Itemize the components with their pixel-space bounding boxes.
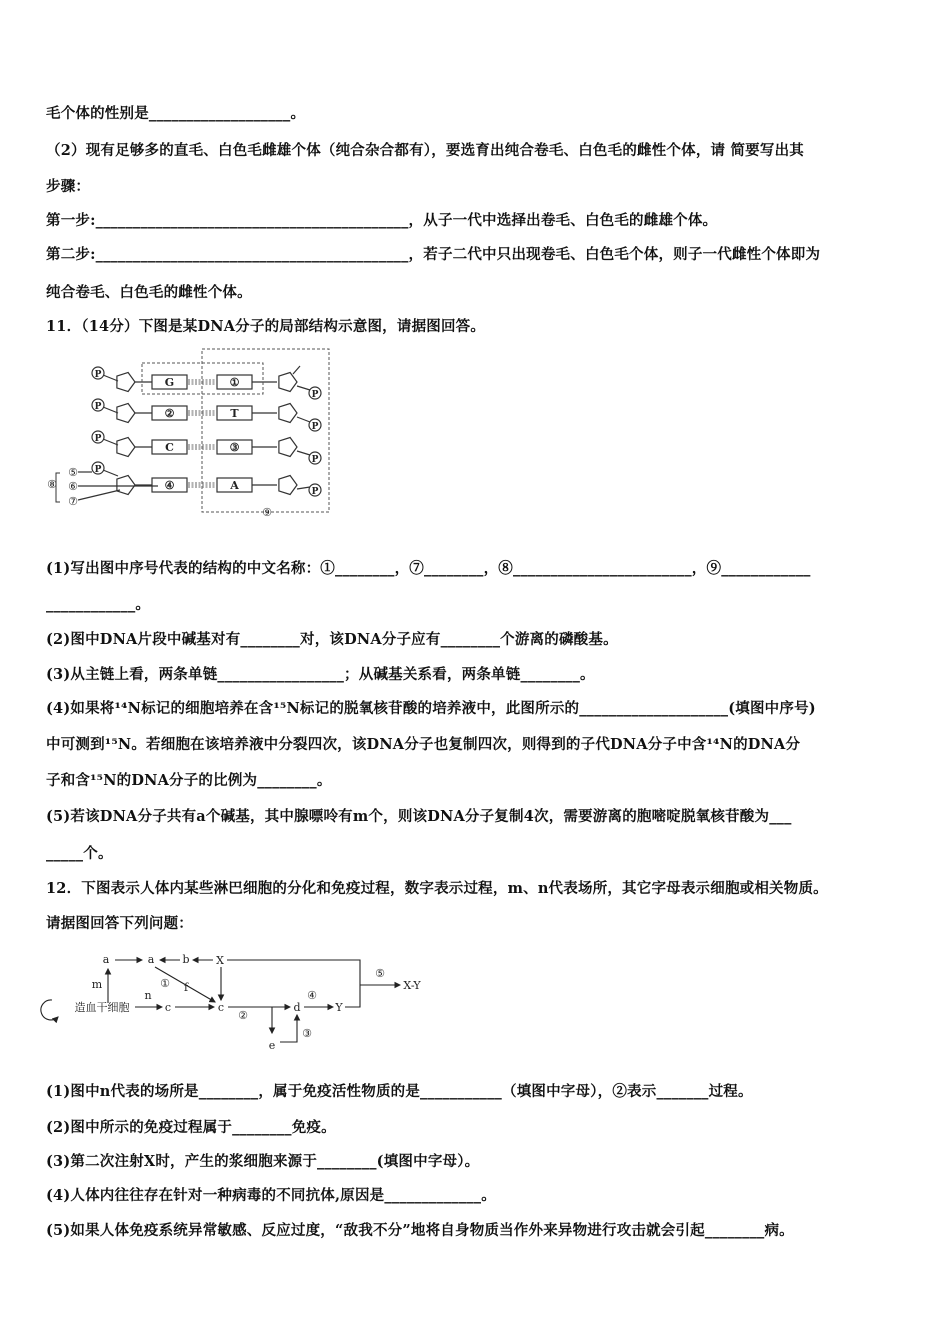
label-e: e (268, 1039, 276, 1052)
label-c2: c (217, 1001, 225, 1014)
phosphate-label: P (311, 422, 319, 432)
base-label: C (165, 441, 174, 454)
label-a2: a (147, 953, 155, 966)
label-X: X (216, 954, 224, 967)
label-six: ⑥ (68, 480, 78, 493)
base-label: A (230, 479, 239, 492)
text-line: 子和含¹⁵N的DNA分子的比例为________。 (46, 772, 332, 789)
text-line: _____个。 (46, 845, 113, 862)
label-step1: ① (160, 977, 170, 990)
label-m: m (91, 978, 103, 991)
deoxyribose-left (117, 476, 135, 495)
text-line: 请据图回答下列问题： (46, 915, 193, 932)
phosphate-label: P (94, 370, 102, 380)
text-line: (1)图中n代表的场所是________，属于免疫活性物质的是___________（填图中字母），②表示_______过程。 (46, 1083, 753, 1100)
base-label: ② (164, 407, 175, 420)
text-line: 纯合卷毛、白色毛的雌性个体。 (46, 284, 252, 301)
phosphate-label: P (94, 402, 102, 412)
label-five: ⑤ (68, 466, 78, 479)
label-step3: ③ (302, 1027, 312, 1040)
phosphate-label: P (311, 390, 319, 400)
base-label: ④ (164, 479, 175, 492)
base-label: T (230, 407, 239, 420)
deoxyribose-right (279, 438, 297, 457)
text-line: 中可测到¹⁵N。若细胞在该培养液中分裂四次，该DNA分子也复制四次，则得到的子代DNA分子中含¹⁴N的DNA分 (46, 736, 801, 753)
label-a1: a (102, 953, 110, 966)
deoxyribose-right (279, 373, 297, 392)
text-line: (1)写出图中序号代表的结构的中文名称：①________，⑦________，⑧________________________，⑨____________ (46, 560, 811, 577)
deoxyribose-left (117, 438, 135, 457)
text-line: (4)人体内往往存在针对一种病毒的不同抗体,原因是_____________。 (46, 1187, 496, 1204)
immune-process-diagram (40, 945, 440, 1055)
text-line: 第二步:__________________________________________，若子二代中只出现卷毛、白色毛个体，则子一代雌性个体即为 (46, 246, 821, 263)
label-Y: Y (335, 1001, 343, 1014)
text-line: 步骤： (46, 178, 91, 195)
text-line: (5)若该DNA分子共有a个碱基，其中腺嘌呤有m个，则该DNA分子复制4次，需要游离的胞嘧啶脱氧核苷酸为___ (46, 808, 792, 825)
label-f: f (183, 981, 189, 994)
bond (297, 487, 310, 489)
label-c1: c (164, 1001, 172, 1014)
text-line: ____________。 (46, 596, 151, 613)
text-line: (3)从主链上看，两条单链_________________；从碱基关系看，两条单链________。 (46, 666, 595, 683)
text-line: (2)图中DNA片段中碱基对有________对，该DNA分子应有________个游离的磷酸基。 (46, 631, 618, 648)
bond (297, 451, 310, 455)
text-line: (2)图中所示的免疫过程属于________免疫。 (46, 1119, 336, 1136)
base-label: G (164, 376, 175, 389)
deoxyribose-right (279, 476, 297, 495)
bond (297, 417, 310, 422)
label-stem_cell: 造血干细胞 (74, 1001, 130, 1014)
label-d: d (293, 1001, 301, 1014)
deoxyribose-right (279, 404, 297, 423)
label-nine: ⑨ (262, 506, 272, 519)
text-line: 12．下图表示人体内某些淋巴细胞的分化和免疫过程，数字表示过程，m、n代表场所，其它字母表示细胞或相关物质。 (46, 880, 828, 897)
label-XY: X-Y (403, 979, 421, 992)
label-b: b (182, 953, 190, 966)
bond (103, 470, 118, 476)
text-line: 11．（14分）下图是某DNA分子的局部结构示意图，请据图回答。 (46, 318, 486, 335)
text-line: 第一步:__________________________________________，从子一代中选择出卷毛、白色毛的雌雄个体。 (46, 212, 718, 229)
phosphate-label: P (94, 465, 102, 475)
label-step5: ⑤ (375, 967, 385, 980)
phosphate-label: P (311, 487, 319, 497)
deoxyribose-left (117, 404, 135, 423)
bond (103, 375, 118, 381)
text-line: (4)如果将¹⁴N标记的细胞培养在含¹⁵N标记的脱氧核苷酸的培养液中，此图所示的____________________(填图中序号) (46, 700, 816, 717)
phosphate-label: P (94, 434, 102, 444)
deoxyribose-left (117, 373, 135, 392)
label-step2: ② (238, 1009, 248, 1022)
bond (103, 439, 118, 445)
text-line: 毛个体的性别是___________________。 (46, 105, 306, 122)
bond (297, 386, 310, 390)
bond (103, 407, 118, 413)
text-line: (5)如果人体免疫系统异常敏感、反应过度，“敌我不分”地将自身物质当作外来异物进行攻击就会引起________病。 (46, 1222, 794, 1239)
bond (293, 366, 300, 374)
label-seven: ⑦ (68, 495, 78, 508)
text-line: （2）现有足够多的直毛、白色毛雌雄个体（纯合杂合都有），要选育出纯合卷毛、白色毛的雌性个体，请 简要写出其 (46, 142, 804, 159)
label-eight: ⑧ (47, 478, 57, 491)
base-label: ③ (229, 441, 240, 454)
phosphate-label: P (311, 455, 319, 465)
label-n: n (144, 989, 152, 1002)
bond (78, 490, 120, 500)
dna-structure-diagram (40, 340, 340, 520)
base-label: ① (229, 376, 240, 389)
text-line: (3)第二次注射X时，产生的浆细胞来源于________(填图中字母）。 (46, 1153, 480, 1170)
label-step4: ④ (307, 989, 317, 1002)
